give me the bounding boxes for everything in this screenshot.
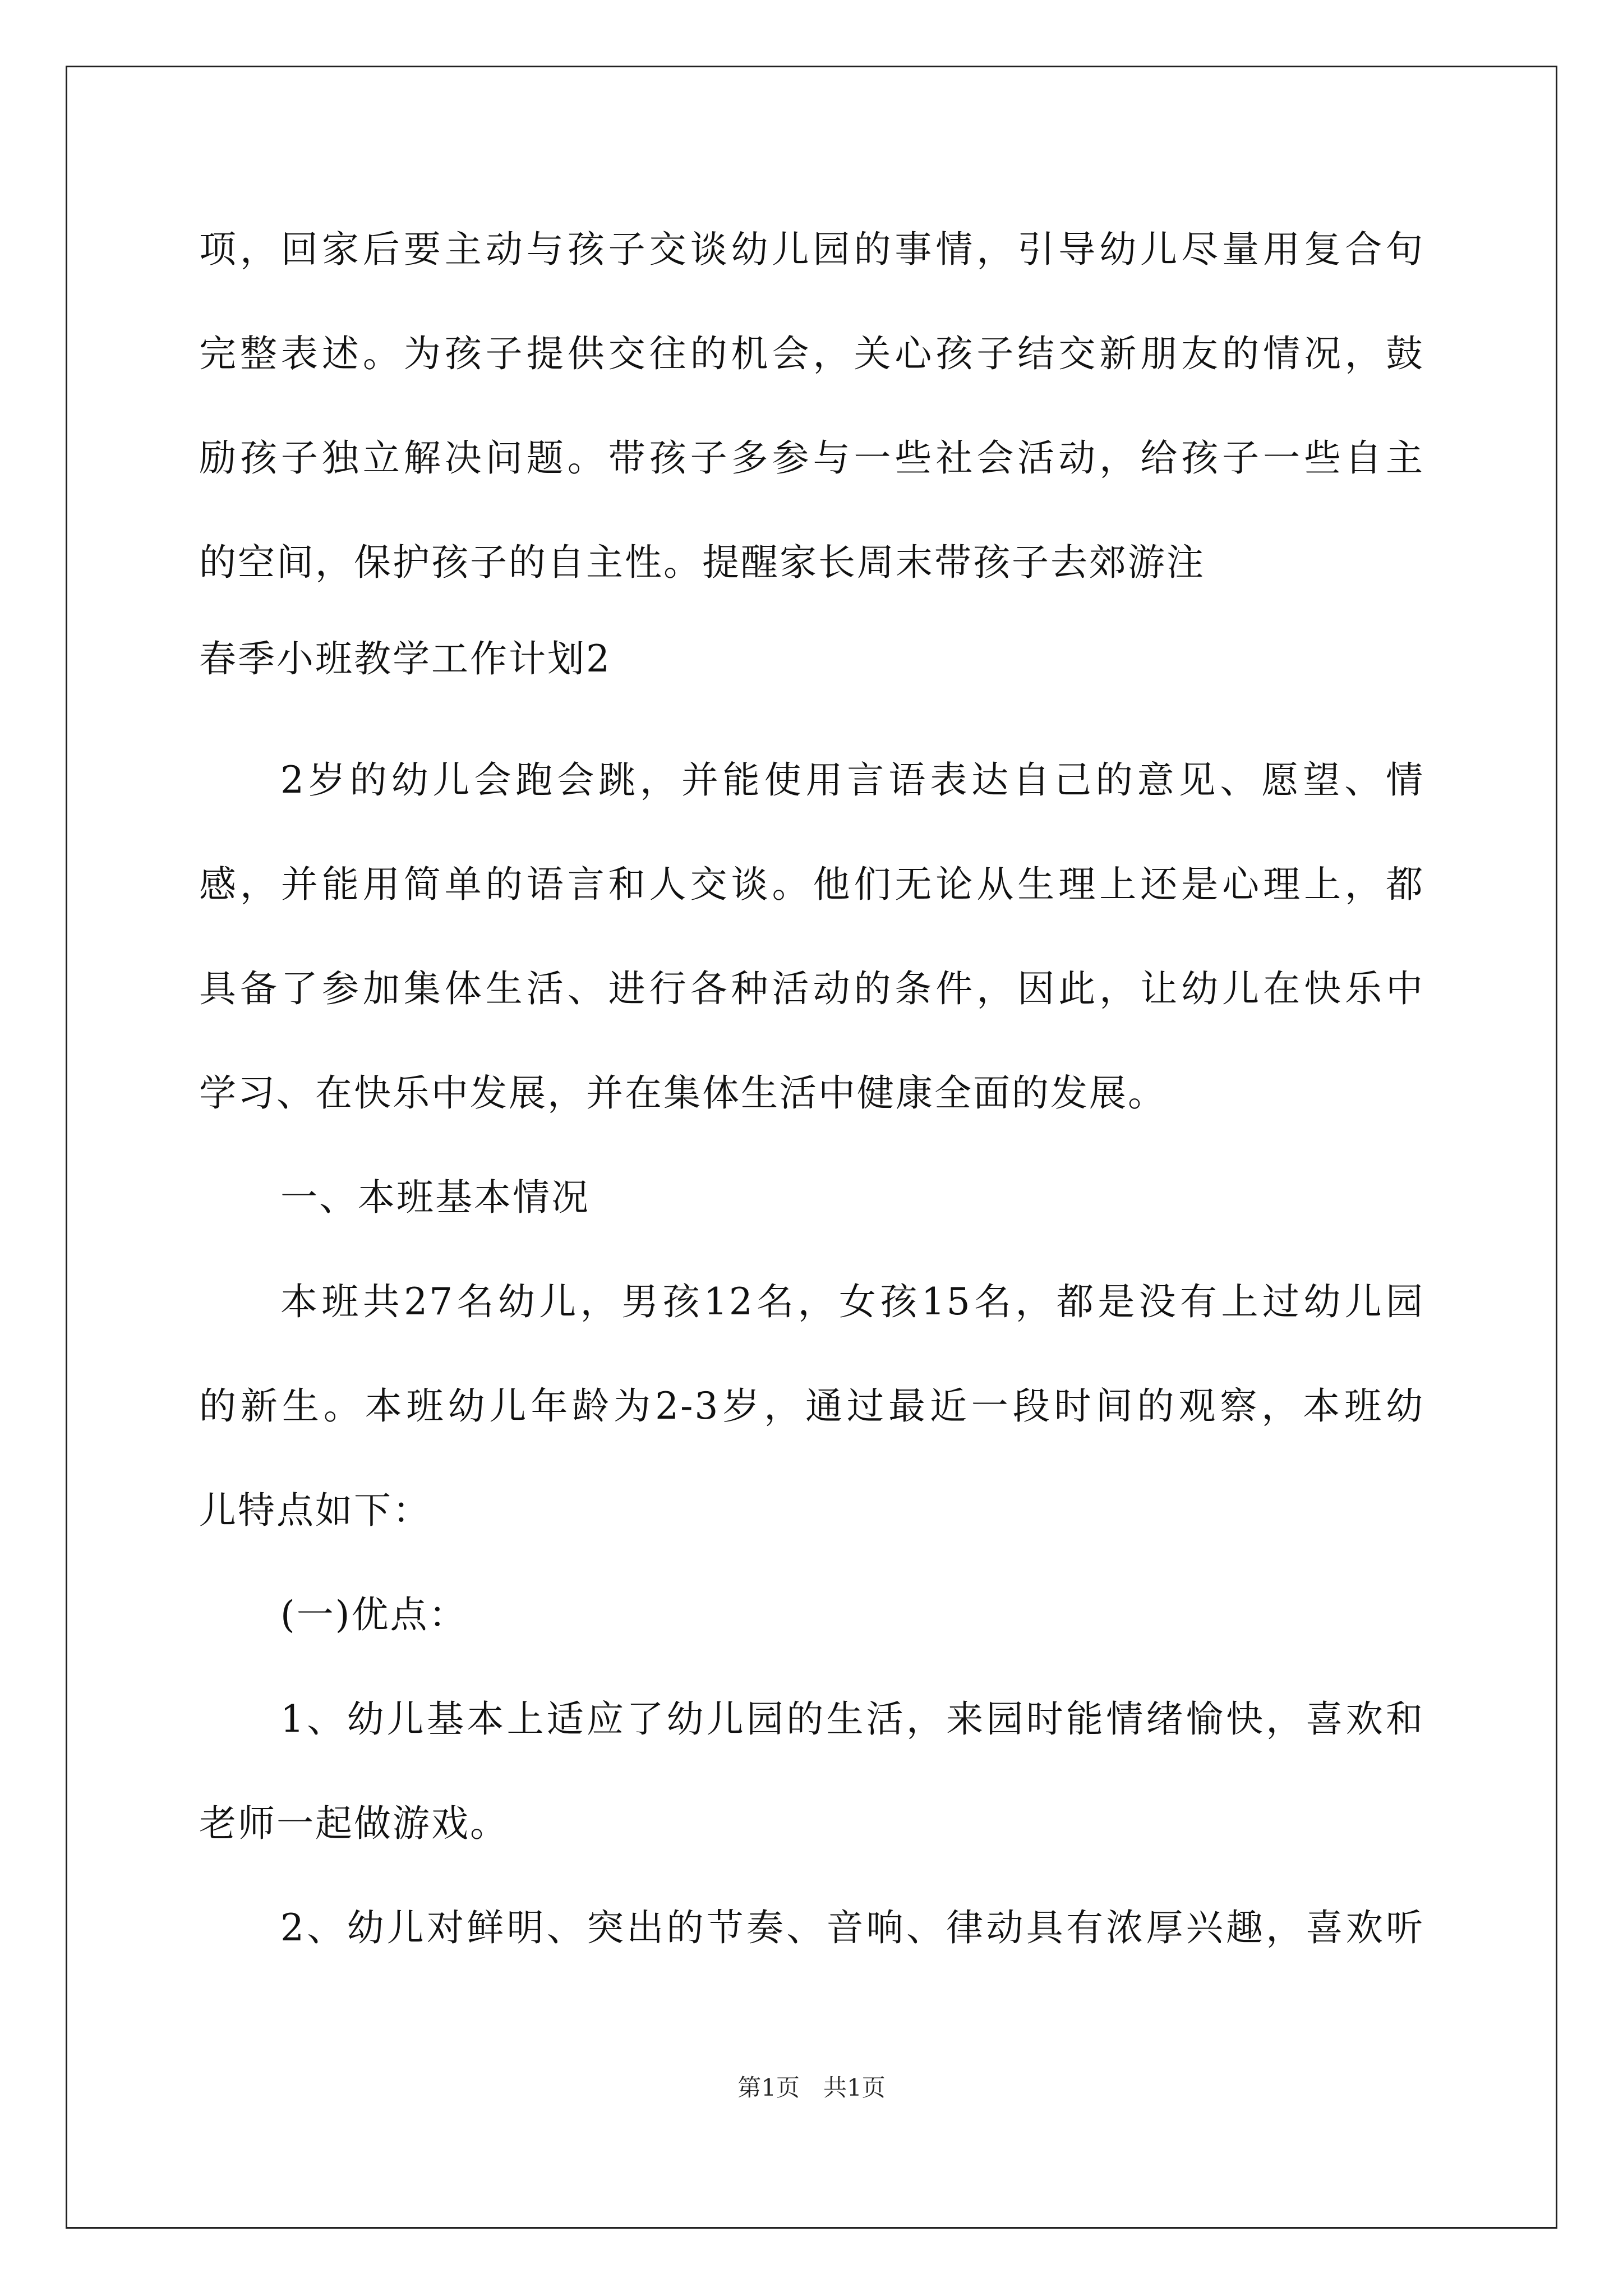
page-frame xyxy=(66,66,1557,2229)
paragraph-start: 本班共27名幼儿，男孩12名，女孩15名，都是没有上过幼儿园 xyxy=(280,1280,1424,1323)
heading-basic-situation: 一、本班基本情况 xyxy=(280,1176,590,1219)
list-item-1: 1、幼儿基本上适应了幼儿园的生活，来园时能情绪愉快，喜欢和 xyxy=(280,1697,1424,1741)
text-line: 具备了参加集体生活、进行各种活动的条件，因此，让幼儿在快乐中 xyxy=(199,967,1424,1010)
text-line: 励孩子独立解决问题。带孩子多参与一些社会活动，给孩子一些自主 xyxy=(199,436,1424,480)
text-line: 的新生。本班幼儿年龄为2-3岁，通过最近一段时间的观察，本班幼 xyxy=(199,1384,1424,1428)
section-title: 春季小班教学工作计划2 xyxy=(199,637,611,680)
text-line: 完整表述。为孩子提供交往的机会，关心孩子结交新朋友的情况，鼓 xyxy=(199,332,1424,375)
heading-advantages: (一)优点： xyxy=(280,1593,468,1636)
list-item-2: 2、幼儿对鲜明、突出的节奏、音响、律动具有浓厚兴趣，喜欢听 xyxy=(280,1906,1424,1949)
text-line: 项，回家后要主动与孩子交谈幼儿园的事情，引导幼儿尽量用复合句 xyxy=(199,228,1424,271)
text-line: 儿特点如下： xyxy=(199,1489,431,1532)
text-line: 感，并能用简单的语言和人交谈。他们无论从生理上还是心理上，都 xyxy=(199,863,1424,906)
page-footer: 第1页 共1页 xyxy=(737,2074,886,2101)
text-line: 学习、在快乐中发展，并在集体生活中健康全面的发展。 xyxy=(199,1071,1166,1115)
text-line: 老师一起做游戏。 xyxy=(199,1802,509,1845)
text-line: 的空间，保护孩子的自主性。提醒家长周末带孩子去郊游注 xyxy=(199,541,1205,584)
paragraph-start: 2岁的幼儿会跑会跳，并能使用言语表达自己的意见、愿望、情 xyxy=(280,758,1424,802)
